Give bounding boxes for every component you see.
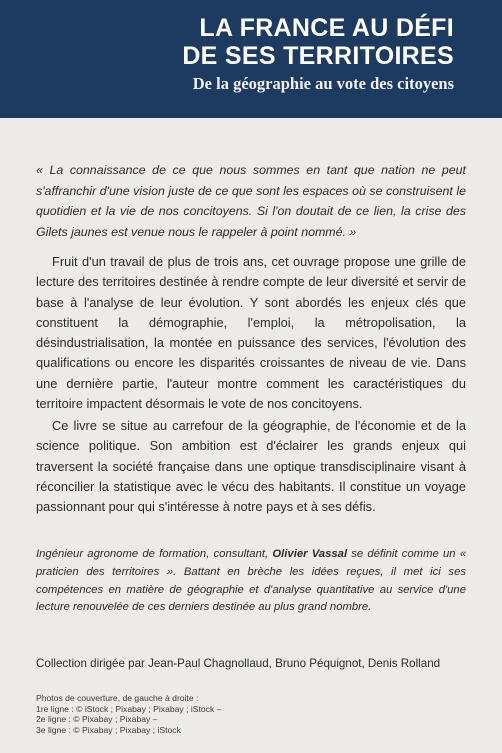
description-paragraph-2: Ce livre se situe au carrefour de la géographie, de l'économie et de la science politique. Son ambition est d'éclairer les grands enjeux qui traversent la société française dans une optique transdisciplinaire visant à réconcilier la statistique avec le vécu des habitants. Il constitue un voyage passionnant pour qui s'intéresse à notre pays et à ses défis. xyxy=(36,418,466,515)
author-name: Olivier Vassal xyxy=(272,548,348,560)
photo-credits-line-2: 2e ligne : © Pixabay ; Pixabay – xyxy=(36,714,158,724)
description-paragraph-1: Fruit d'un travail de plus de trois ans, cet ouvrage propose une grille de lecture des territoires destinée à rendre compte de leur diversité et servir de base à l'analyse de leur évolution. Y sont abordés les enjeux clés que constituent la démographie, l'emploi, la métropolisation, la désindustrialisation, la montée en puissance des services, l'évolution des qualifications ou encore les disparités croissantes de niveau de vie. Dans une dernière partie, l'auteur montre comment les caractéristiques du territoire impactent désormais le vote de nos concitoyens. xyxy=(36,254,466,412)
collection-directors: Collection dirigée par Jean-Paul Chagnollaud, Bruno Péquignot, Denis Rolland xyxy=(36,657,441,670)
author-bio-intro: Ingénieur agronome de formation, consultant, xyxy=(36,548,273,560)
cover-header-band xyxy=(0,0,502,118)
photo-credits-line-3: 3e ligne : © Pixabay ; Pixabay ; iStock xyxy=(36,724,181,735)
photo-credits-line-1: 1re ligne : © iStock ; Pixabay ; Pixabay ; iStock – xyxy=(36,703,222,714)
book-subtitle: De la géographie au vote des citoyens xyxy=(192,74,454,93)
book-title-line-1: LA FRANCE AU DÉFI xyxy=(199,14,454,42)
book-title-line-2: DE SES TERRITOIRES xyxy=(182,42,454,70)
photo-credits-heading: Photos de couverture, de gauche à droite : xyxy=(36,693,199,703)
book-title xyxy=(182,14,454,70)
author-bio-rest: se définit comme un « praticien des territoires ». Battant en brèche les idées reçues, il met ici ses compétences en matière de géographie et d'analyse quantitative au service d'une lecture renouvelée de ces derniers destinée au plus grand nombre. xyxy=(36,548,466,614)
author-bio xyxy=(36,546,466,617)
photo-credits xyxy=(36,693,336,735)
intro-quote: « La connaissance de ce que nous sommes en tant que nation ne peut s'affranchir d'une vision juste de ce que sont les espaces où se construisent le quotidien et la vie de nos concitoyens. Si l'on doutait de ce lien, la crise des Gilets jaunes est venue nous le rappeler à point nommé. » xyxy=(36,163,466,239)
